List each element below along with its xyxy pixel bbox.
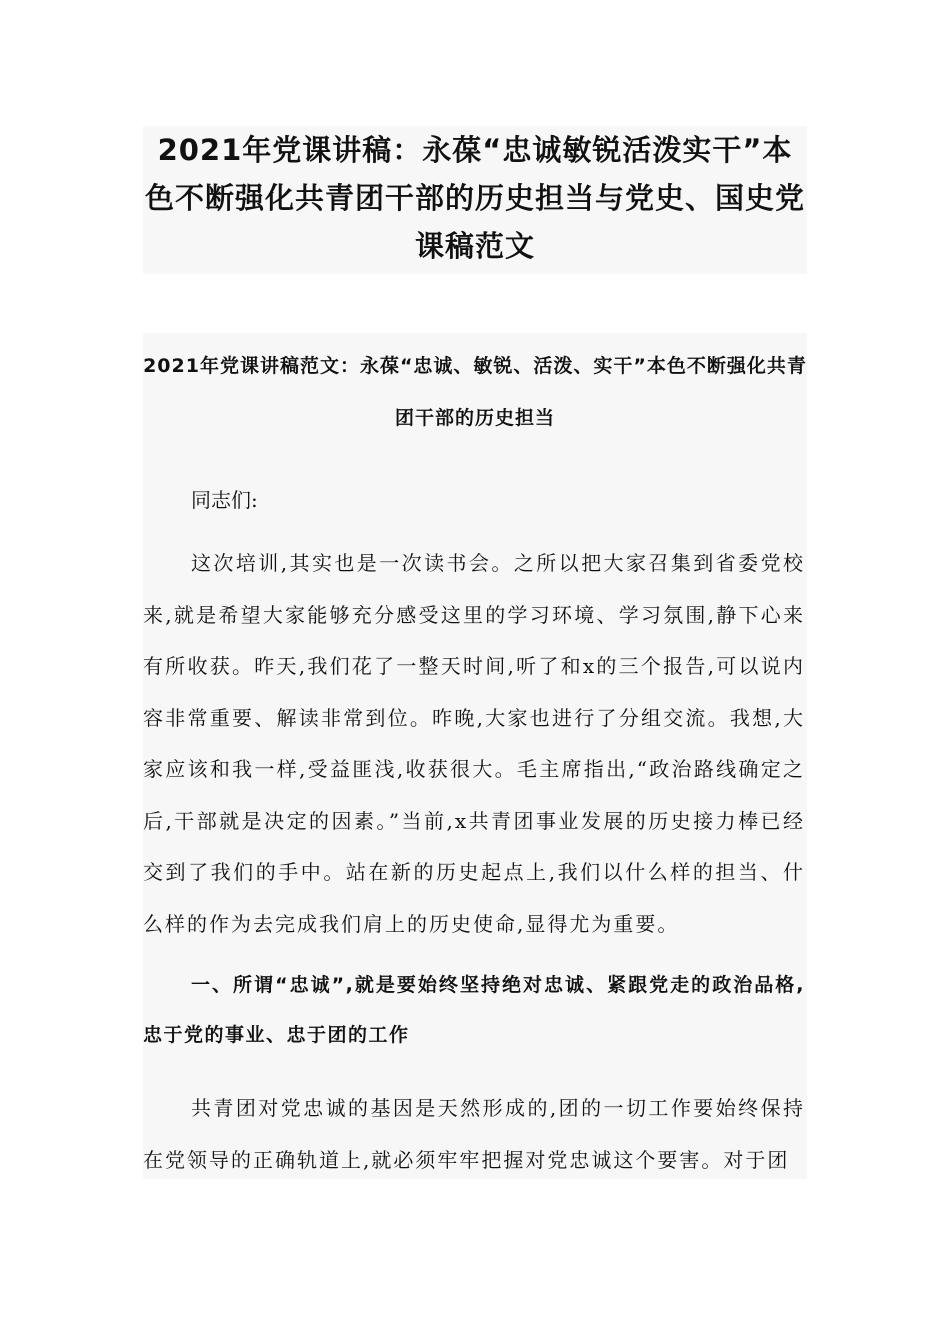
section-title: 2021年党课讲稿范文：永葆“忠诚、敏锐、活泼、实干”本色不断强化共青团干部的历史担当 — [143, 355, 807, 429]
salutation: 同志们: — [191, 488, 258, 512]
paragraph-intro: 这次培训,其实也是一次读书会。之所以把大家召集到省委党校来,就是希望大家能够充分感受这里的学习环境、学习氛围,静下心来有所收获。昨天,我们花了一整天时间,听了和x的三个报告,可以说内容非常重要、解读非常到位。昨晚,大家也进行了分组交流。我想,大家应该和我一样,受益匪浅,收获很大。毛主席指出,“政治路线确定之后,干部就是决定的因素。”当前,x共青团事业发展的历史接力棒已经交到了我们的手中。站在新的历史起点上,我们以什么样的担当、什么样的作为去完成我们肩上的历史使命,显得尤为重要。 — [143, 551, 805, 936]
document-title: 2021年党课讲稿：永葆“忠诚敏锐活泼实干”本色不断强化共青团干部的历史担当与党史、国史党课稿范文 — [143, 126, 807, 274]
heading-loyalty: 一、所谓“忠诚”,就是要始终坚持绝对忠诚、紧跟党走的政治品格,忠于党的事业、忠于团的工作 — [143, 974, 805, 1046]
paragraph-loyalty: 共青团对党忠诚的基因是天然形成的,团的一切工作要始终保持在党领导的正确轨道上,就必须牢牢把握对党忠诚这个要害。对于团 — [143, 1096, 805, 1172]
